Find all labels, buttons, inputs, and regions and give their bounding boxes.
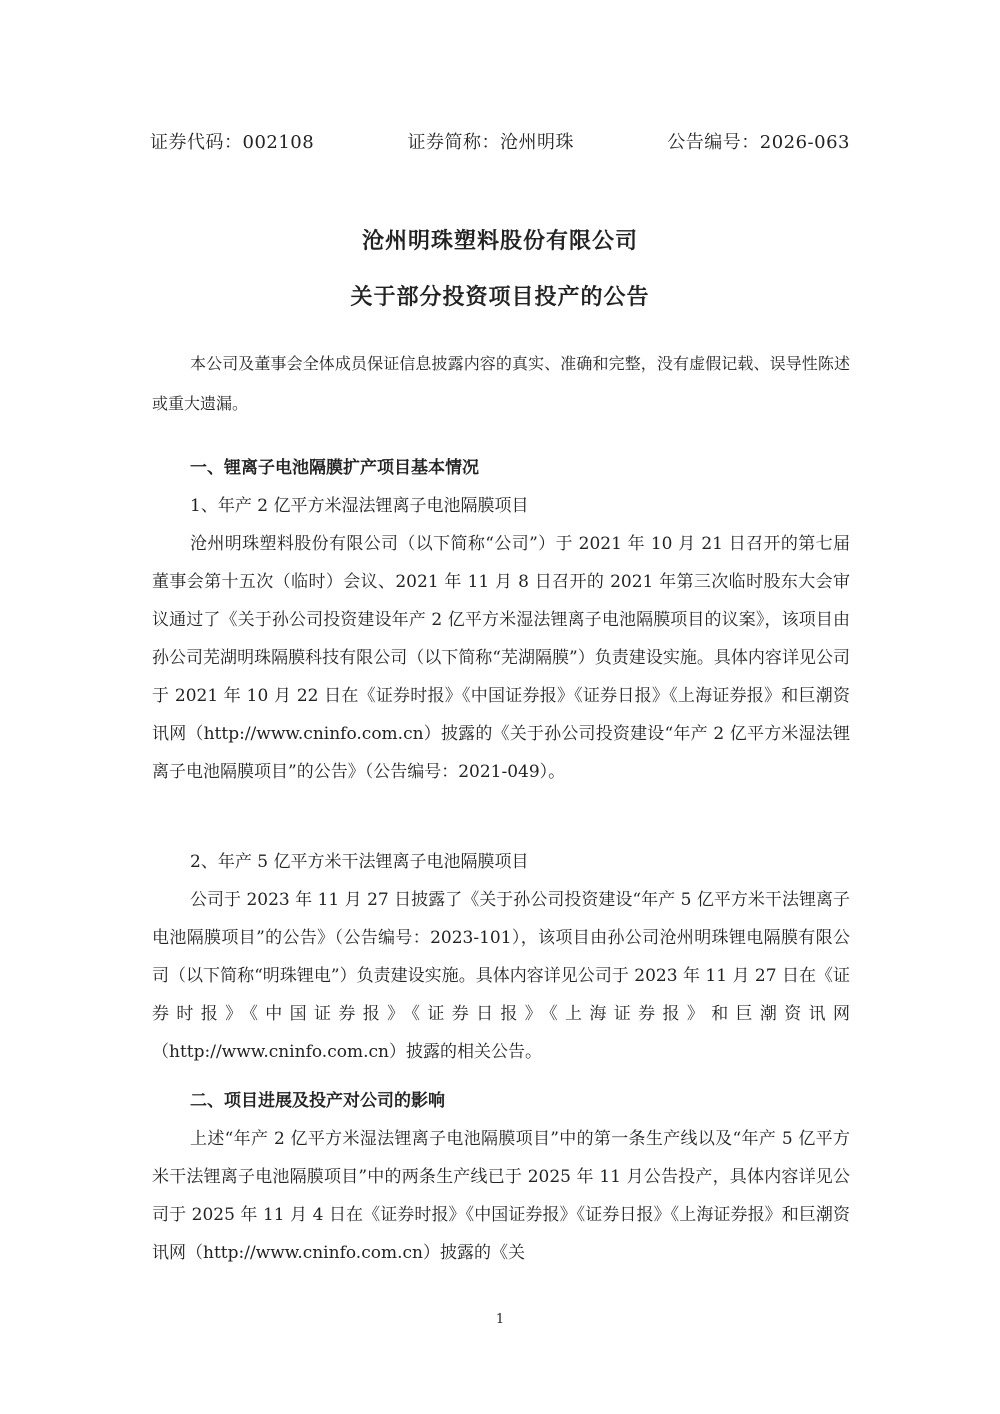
company-title: 沧州明珠塑料股份有限公司	[361, 229, 638, 254]
section-heading-2: 二、项目进展及投产对公司的影响	[190, 1091, 445, 1111]
stock-name: 证券简称：沧州明珠	[407, 132, 574, 153]
stock-code: 证券代码：002108	[150, 132, 315, 153]
announcement-title: 关于部分投资项目投产的公告	[350, 285, 650, 310]
subsection-heading-2: 2、年产 5 亿平方米干法锂离子电池隔膜项目	[190, 852, 529, 872]
subsection-heading-1: 1、年产 2 亿平方米湿法锂离子电池隔膜项目	[190, 496, 529, 516]
announcement-number: 公告编号：2026-063	[667, 132, 850, 153]
paragraph-item2: 公司于 2023 年 11 月 27 日披露了《关于孙公司投资建设“年产 5 亿平方米干法锂离子电池隔膜项目”的公告》（公告编号：2023-101），该项目由孙公司沧州明珠锂电隔膜有限公司（以下简称“明珠锂电”）负责建设实施。具体内容详见公司于 2023 年 11 月 27 日在《证券时报》《中国证券报》《证券日报》《上海证券报》和巨潮资讯网（http://www.cninfo.com.cn）披露的相关公告。	[152, 890, 850, 1062]
paragraph-section2: 上述“年产 2 亿平方米湿法锂离子电池隔膜项目”中的第一条生产线以及“年产 5 亿平方米干法锂离子电池隔膜项目”中的两条生产线已于 2025 年 11 月公告投产，具体内容详见公司于 2025 年 11 月 4 日在《证券时报》《中国证券报》《证券日报》《上海证券报》和巨潮资讯网（http://www.cninfo.com.cn）披露的《关	[152, 1129, 850, 1263]
paragraph-item1: 沧州明珠塑料股份有限公司（以下简称“公司”）于 2021 年 10 月 21 日召开的第七届董事会第十五次（临时）会议、2021 年 11 月 8 日召开的 2021 年第三次临时股东大会审议通过了《关于孙公司投资建设年产 2 亿平方米湿法锂离子电池隔膜项目的议案》，该项目由孙公司芜湖明珠隔膜科技有限公司（以下简称“芜湖隔膜”）负责建设实施。具体内容详见公司于 2021 年 10 月 22 日在《证券时报》《中国证券报》《证券日报》《上海证券报》和巨潮资讯网（http://www.cninfo.com.cn）披露的《关于孙公司投资建设“年产 2 亿平方米湿法锂离子电池隔膜项目”的公告》（公告编号：2021-049）。	[152, 534, 850, 782]
section-heading-1: 一、锂离子电池隔膜扩产项目基本情况	[190, 458, 479, 478]
page-number: 1	[495, 1312, 505, 1327]
announcement-header	[150, 128, 850, 154]
disclaimer-paragraph: 本公司及董事会全体成员保证信息披露内容的真实、准确和完整，没有虚假记载、误导性陈述或重大遗漏。	[152, 354, 850, 413]
